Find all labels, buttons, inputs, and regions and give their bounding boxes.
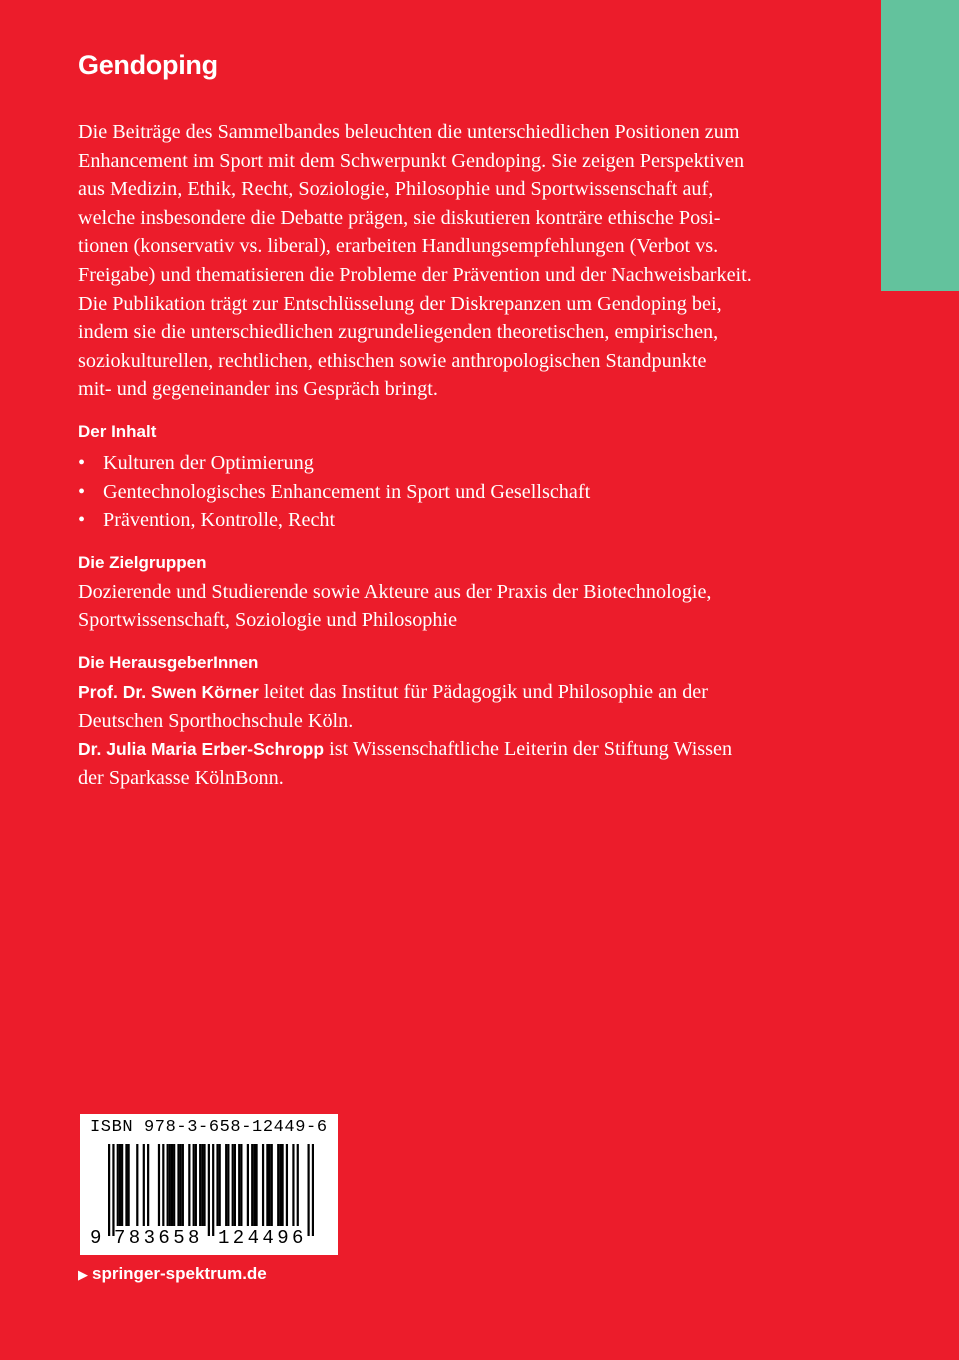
barcode-bar: [125, 1144, 127, 1226]
barcode-bar: [234, 1144, 236, 1226]
isbn-label: ISBN 978-3-658-12449-6: [90, 1118, 328, 1137]
barcode-bar: [195, 1144, 197, 1226]
barcode-guard-bar: [108, 1144, 110, 1236]
herausgeber-heading: Die HerausgeberInnen: [78, 652, 259, 672]
list-item-text: Gentechnologisches Enhancement in Sport und Gesellschaft: [103, 480, 591, 503]
barcode-bar: [201, 1144, 203, 1226]
barcode-guard-bar: [208, 1144, 210, 1236]
description-line: indem sie die unterschiedlichen zugrundeliegenden theoretischen, empirischen,: [78, 321, 719, 344]
barcode-bar: [177, 1144, 179, 1226]
barcode-bar: [271, 1144, 273, 1226]
barcode-bar: [253, 1144, 255, 1226]
editor-1-line: [78, 678, 798, 707]
ean-first-digit: 9: [90, 1227, 102, 1249]
back-cover-content: [78, 48, 798, 792]
barcode-bar: [117, 1144, 119, 1226]
description-line: soziokulturellen, rechtlichen, ethischen sowie anthropologischen Standpunkte: [78, 349, 707, 372]
zielgruppen-line: Sportwissenschaft, Soziologie und Philosophie: [78, 609, 458, 632]
barcode-bar: [262, 1144, 264, 1226]
arrow-right-icon: ▶: [78, 1267, 88, 1282]
barcode-guard-bar: [212, 1144, 214, 1236]
barcode-bar: [158, 1144, 160, 1226]
barcode-bar: [251, 1144, 253, 1226]
barcode-bar: [232, 1144, 234, 1226]
editor-1-line-2: Deutschen Sporthochschule Köln.: [78, 709, 354, 732]
description-line: tionen (konservativ vs. liberal), erarbeiten Handlungsempfehlungen (Verbot vs.: [78, 235, 719, 258]
color-tab: [881, 0, 959, 291]
editor-1-name: Prof. Dr. Swen Körner: [78, 681, 259, 702]
barcode-bar: [255, 1144, 257, 1226]
barcode-bar: [203, 1144, 205, 1226]
barcode-guard-bar: [312, 1144, 314, 1236]
list-item: [78, 478, 798, 507]
barcode-bar: [173, 1144, 175, 1226]
inhalt-heading: Der Inhalt: [78, 421, 157, 441]
barcode-bar: [169, 1144, 171, 1226]
barcode-bar: [286, 1144, 288, 1226]
book-title: Gendoping: [78, 50, 218, 80]
barcode-bar: [292, 1144, 294, 1226]
bullet-icon: •: [78, 480, 86, 503]
barcode-bar: [147, 1144, 149, 1226]
barcode-bar: [240, 1144, 242, 1226]
barcode-bar: [193, 1144, 195, 1226]
description-line: Die Publikation trägt zur Entschlüsselung der Diskrepanzen um Gendoping bei,: [78, 292, 722, 315]
barcode-bar: [266, 1144, 268, 1226]
editor-2-line-2: der Sparkasse KölnBonn.: [78, 766, 284, 789]
barcode-bar: [188, 1144, 190, 1226]
barcode-bar: [171, 1144, 173, 1226]
description-line: aus Medizin, Ethik, Recht, Soziologie, Philosophie und Sportwissenschaft auf,: [78, 178, 714, 201]
editor-2-line: [78, 735, 798, 764]
bullet-icon: •: [78, 509, 86, 532]
barcode-bar: [277, 1144, 279, 1226]
bullet-icon: •: [78, 451, 86, 474]
barcode-bars: [108, 1144, 314, 1236]
zielgruppen-line: Dozierende und Studierende sowie Akteure aus der Praxis der Biotechnologie,: [78, 580, 712, 603]
barcode-bar: [143, 1144, 145, 1226]
ean-left-digits: 783658: [114, 1227, 203, 1249]
barcode-bar: [238, 1144, 240, 1226]
editor-1-text: leitet das Institut für Pädagogik und Philosophie an der: [258, 680, 708, 703]
ean-right-digits: 124496: [218, 1227, 307, 1249]
barcode-bar: [128, 1144, 130, 1226]
editor-2-text: ist Wissenschaftliche Leiterin der Stiftung Wissen: [324, 738, 733, 761]
barcode-bar: [227, 1144, 229, 1226]
list-item-text: Kulturen der Optimierung: [103, 451, 314, 474]
barcode-bar: [167, 1144, 169, 1226]
barcode-bar: [281, 1144, 283, 1226]
description-line: Die Beiträge des Sammelbandes beleuchten die unterschiedlichen Positionen zum: [78, 121, 740, 143]
list-item: [78, 506, 798, 535]
description-line: mit- und gegeneinander ins Gespräch bringt.: [78, 378, 438, 401]
barcode-bar: [136, 1144, 138, 1226]
barcode-bar: [225, 1144, 227, 1226]
barcode-bar: [219, 1144, 221, 1226]
description: [78, 118, 798, 404]
barcode-bar: [279, 1144, 281, 1226]
inhalt-list: [78, 449, 798, 535]
barcode-guard-bar: [307, 1144, 309, 1236]
description-line: Freigabe) und thematisieren die Probleme der Prävention und der Nachweisbarkeit.: [78, 263, 752, 286]
barcode-guard-bar: [112, 1144, 114, 1236]
publisher-url: springer-spektrum.de: [92, 1264, 267, 1283]
barcode-bar: [119, 1144, 121, 1226]
isbn-barcode: [80, 1114, 338, 1255]
zielgruppen-heading: Die Zielgruppen: [78, 552, 207, 572]
barcode-bar: [182, 1144, 184, 1226]
barcode-bar: [180, 1144, 182, 1226]
barcode-bar: [199, 1144, 201, 1226]
barcode-bar: [216, 1144, 218, 1226]
list-item-text: Prävention, Kontrolle, Recht: [103, 509, 336, 532]
barcode-bar: [162, 1144, 164, 1226]
description-line: Enhancement im Sport mit dem Schwerpunkt Gendoping. Sie zeigen Perspektiven: [78, 149, 745, 172]
barcode-bar: [247, 1144, 249, 1226]
description-line: welche insbesondere die Debatte prägen, sie diskutieren konträre ethische Posi-: [78, 206, 721, 229]
barcode-bar: [268, 1144, 270, 1226]
barcode-bar: [121, 1144, 123, 1226]
list-item: [78, 449, 798, 478]
barcode-bar: [297, 1144, 299, 1226]
publisher-link[interactable]: [78, 1264, 267, 1284]
editor-2-name: Dr. Julia Maria Erber-Schropp: [78, 739, 325, 760]
